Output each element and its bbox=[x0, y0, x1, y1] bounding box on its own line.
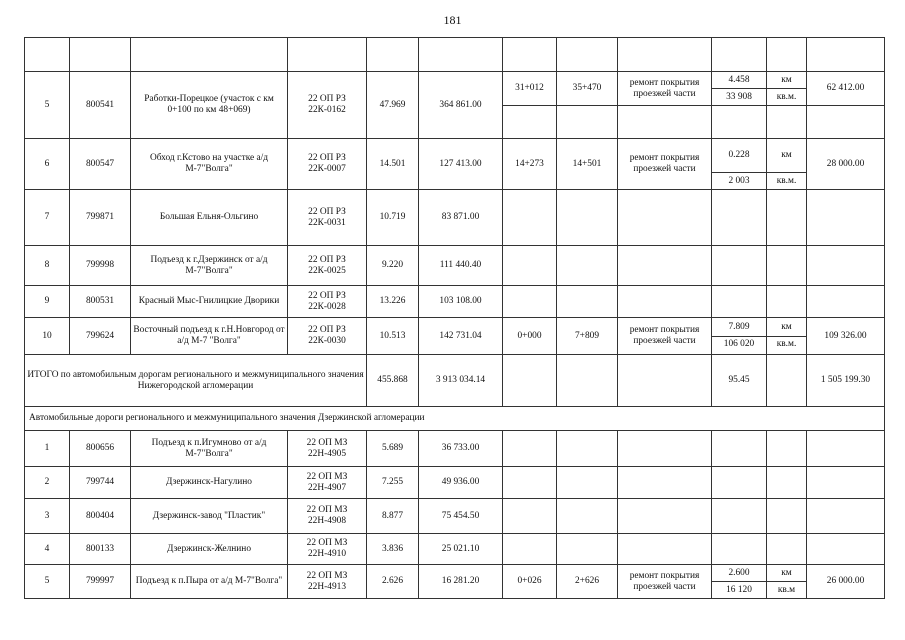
qty-km: 2.600 bbox=[728, 567, 750, 578]
unit-area: кв.м. bbox=[767, 173, 806, 190]
unit-area: кв.м. bbox=[767, 89, 806, 106]
road-cost: 364 861.00 bbox=[419, 72, 503, 139]
road-name: Подъезд к п.Игумново от а/д М-7"Волга" bbox=[131, 431, 288, 467]
road-code: 22 ОП МЗ 22Н-4905 bbox=[288, 431, 367, 467]
row-number: 9 bbox=[25, 286, 70, 318]
table-row bbox=[25, 38, 885, 72]
road-length: 2.626 bbox=[367, 565, 419, 599]
road-code: 22 ОП РЗ 22К-0028 bbox=[288, 286, 367, 318]
road-cost: 111 440.40 bbox=[419, 246, 503, 286]
road-name: Дзержинск-завод "Пластик" bbox=[131, 499, 288, 534]
road-cost: 36 733.00 bbox=[419, 431, 503, 467]
total-length: 455.868 bbox=[367, 355, 419, 407]
total-qty: 95.45 bbox=[712, 355, 767, 407]
unit-km: км bbox=[781, 322, 792, 332]
road-length: 7.255 bbox=[367, 467, 419, 499]
road-code: 22 ОП МЗ 22Н-4910 bbox=[288, 534, 367, 565]
road-length: 10.719 bbox=[367, 190, 419, 246]
road-cost: 83 871.00 bbox=[419, 190, 503, 246]
road-id: 800541 bbox=[70, 72, 131, 139]
total-cost: 3 913 034.14 bbox=[419, 355, 503, 407]
km-to: 2+626 bbox=[557, 565, 618, 599]
unit-area: кв.м bbox=[767, 582, 806, 599]
unit-cell bbox=[767, 139, 807, 190]
km-to: 7+809 bbox=[557, 318, 618, 355]
road-id: 800656 bbox=[70, 431, 131, 467]
road-length: 13.226 bbox=[367, 286, 419, 318]
road-cost: 49 936.00 bbox=[419, 467, 503, 499]
road-cost: 75 454.50 bbox=[419, 499, 503, 534]
road-id: 800531 bbox=[70, 286, 131, 318]
road-cost: 142 731.04 bbox=[419, 318, 503, 355]
road-code: 22 ОП РЗ 22К-0030 bbox=[288, 318, 367, 355]
quantity-cell bbox=[712, 72, 767, 106]
road-code: 22 ОП РЗ 22К-0025 bbox=[288, 246, 367, 286]
quantity-cell bbox=[712, 139, 767, 190]
road-length: 10.513 bbox=[367, 318, 419, 355]
table-row bbox=[25, 565, 885, 599]
road-repair-table bbox=[24, 37, 885, 599]
road-code: 22 ОП РЗ 22К-0031 bbox=[288, 190, 367, 246]
total-amount: 1 505 199.30 bbox=[807, 355, 885, 407]
road-id: 799998 bbox=[70, 246, 131, 286]
repair-amount: 109 326.00 bbox=[807, 318, 885, 355]
km-from: 0+000 bbox=[503, 318, 557, 355]
road-code: 22 ОП РЗ 22К-0007 bbox=[288, 139, 367, 190]
unit-km: км bbox=[781, 567, 792, 578]
road-cost: 25 021.10 bbox=[419, 534, 503, 565]
road-name: Подъезд к п.Пыра от а/д М-7"Волга" bbox=[131, 565, 288, 599]
row-number: 10 bbox=[25, 318, 70, 355]
work-type: ремонт покрытия проезжей части bbox=[618, 565, 712, 599]
road-length: 3.836 bbox=[367, 534, 419, 565]
road-name: Дзержинск-Желнино bbox=[131, 534, 288, 565]
km-to: 35+470 bbox=[557, 72, 618, 106]
row-number: 2 bbox=[25, 467, 70, 499]
total-row bbox=[25, 355, 885, 407]
road-length: 47.969 bbox=[367, 72, 419, 139]
section-header-row bbox=[25, 407, 885, 431]
qty-area: 2 003 bbox=[712, 173, 766, 190]
row-number: 5 bbox=[25, 565, 70, 599]
table-row bbox=[25, 467, 885, 499]
km-to: 14+501 bbox=[557, 139, 618, 190]
repair-amount: 62 412.00 bbox=[807, 72, 885, 106]
table-row bbox=[25, 534, 885, 565]
road-id: 800547 bbox=[70, 139, 131, 190]
qty-km: 0.228 bbox=[728, 150, 750, 160]
road-name: Красный Мыс-Гнилицкие Дворики bbox=[131, 286, 288, 318]
unit-cell bbox=[767, 72, 807, 106]
row-number: 6 bbox=[25, 139, 70, 190]
road-name: Работки-Порецкое (участок с км 0+100 по км 48+069) bbox=[131, 72, 288, 139]
road-code: 22 ОП РЗ 22К-0162 bbox=[288, 72, 367, 139]
row-number: 8 bbox=[25, 246, 70, 286]
road-name: Подъезд к г.Дзержинск от а/д М-7"Волга" bbox=[131, 246, 288, 286]
row-number: 4 bbox=[25, 534, 70, 565]
road-name: Восточный подъезд к г.Н.Новгород от а/д М-7 "Волга" bbox=[131, 318, 288, 355]
road-length: 9.220 bbox=[367, 246, 419, 286]
unit-area: кв.м. bbox=[767, 336, 806, 353]
unit-km: км bbox=[781, 74, 792, 85]
section-title: Автомобильные дороги регионального и межмуниципального значения Дзержинской агломерации bbox=[25, 407, 885, 431]
total-label: ИТОГО по автомобильным дорогам регионального и межмуниципального значения Нижегородской агломерации bbox=[25, 355, 367, 407]
page-number: 181 bbox=[443, 13, 462, 27]
road-length: 8.877 bbox=[367, 499, 419, 534]
table-row bbox=[25, 318, 885, 355]
qty-area: 33 908 bbox=[712, 89, 766, 106]
row-number: 3 bbox=[25, 499, 70, 534]
table-row bbox=[25, 431, 885, 467]
table-row bbox=[25, 499, 885, 534]
road-id: 799871 bbox=[70, 190, 131, 246]
qty-km: 4.458 bbox=[728, 74, 750, 85]
road-id: 799624 bbox=[70, 318, 131, 355]
repair-amount: 26 000.00 bbox=[807, 565, 885, 599]
road-cost: 127 413.00 bbox=[419, 139, 503, 190]
road-length: 14.501 bbox=[367, 139, 419, 190]
road-code: 22 ОП МЗ 22Н-4907 bbox=[288, 467, 367, 499]
unit-cell bbox=[767, 318, 807, 355]
work-type: ремонт покрытия проезжей части bbox=[618, 139, 712, 190]
road-id: 800133 bbox=[70, 534, 131, 565]
table-row bbox=[25, 286, 885, 318]
unit-km: км bbox=[781, 150, 792, 160]
km-from: 31+012 bbox=[503, 72, 557, 106]
work-type: ремонт покрытия проезжей части bbox=[618, 72, 712, 106]
table-row bbox=[25, 246, 885, 286]
road-name: Большая Ельня-Ольгино bbox=[131, 190, 288, 246]
qty-area: 16 120 bbox=[712, 582, 766, 599]
repair-amount: 28 000.00 bbox=[807, 139, 885, 190]
qty-km: 7.809 bbox=[728, 322, 750, 332]
road-code: 22 ОП МЗ 22Н-4913 bbox=[288, 565, 367, 599]
table-row bbox=[25, 72, 885, 106]
road-name: Дзержинск-Нагулино bbox=[131, 467, 288, 499]
km-from: 14+273 bbox=[503, 139, 557, 190]
row-number: 7 bbox=[25, 190, 70, 246]
road-cost: 103 108.00 bbox=[419, 286, 503, 318]
row-number: 5 bbox=[25, 72, 70, 139]
row-number: 1 bbox=[25, 431, 70, 467]
quantity-cell bbox=[712, 318, 767, 355]
table-row bbox=[25, 190, 885, 246]
qty-area: 106 020 bbox=[712, 336, 766, 353]
road-cost: 16 281.20 bbox=[419, 565, 503, 599]
km-from: 0+026 bbox=[503, 565, 557, 599]
road-code: 22 ОП МЗ 22Н-4908 bbox=[288, 499, 367, 534]
road-name: Обход г.Кстово на участке а/д М-7"Волга" bbox=[131, 139, 288, 190]
quantity-cell bbox=[712, 565, 767, 599]
unit-cell bbox=[767, 565, 807, 599]
work-type: ремонт покрытия проезжей части bbox=[618, 318, 712, 355]
road-id: 799997 bbox=[70, 565, 131, 599]
table-row bbox=[25, 139, 885, 190]
road-length: 5.689 bbox=[367, 431, 419, 467]
road-id: 799744 bbox=[70, 467, 131, 499]
road-id: 800404 bbox=[70, 499, 131, 534]
